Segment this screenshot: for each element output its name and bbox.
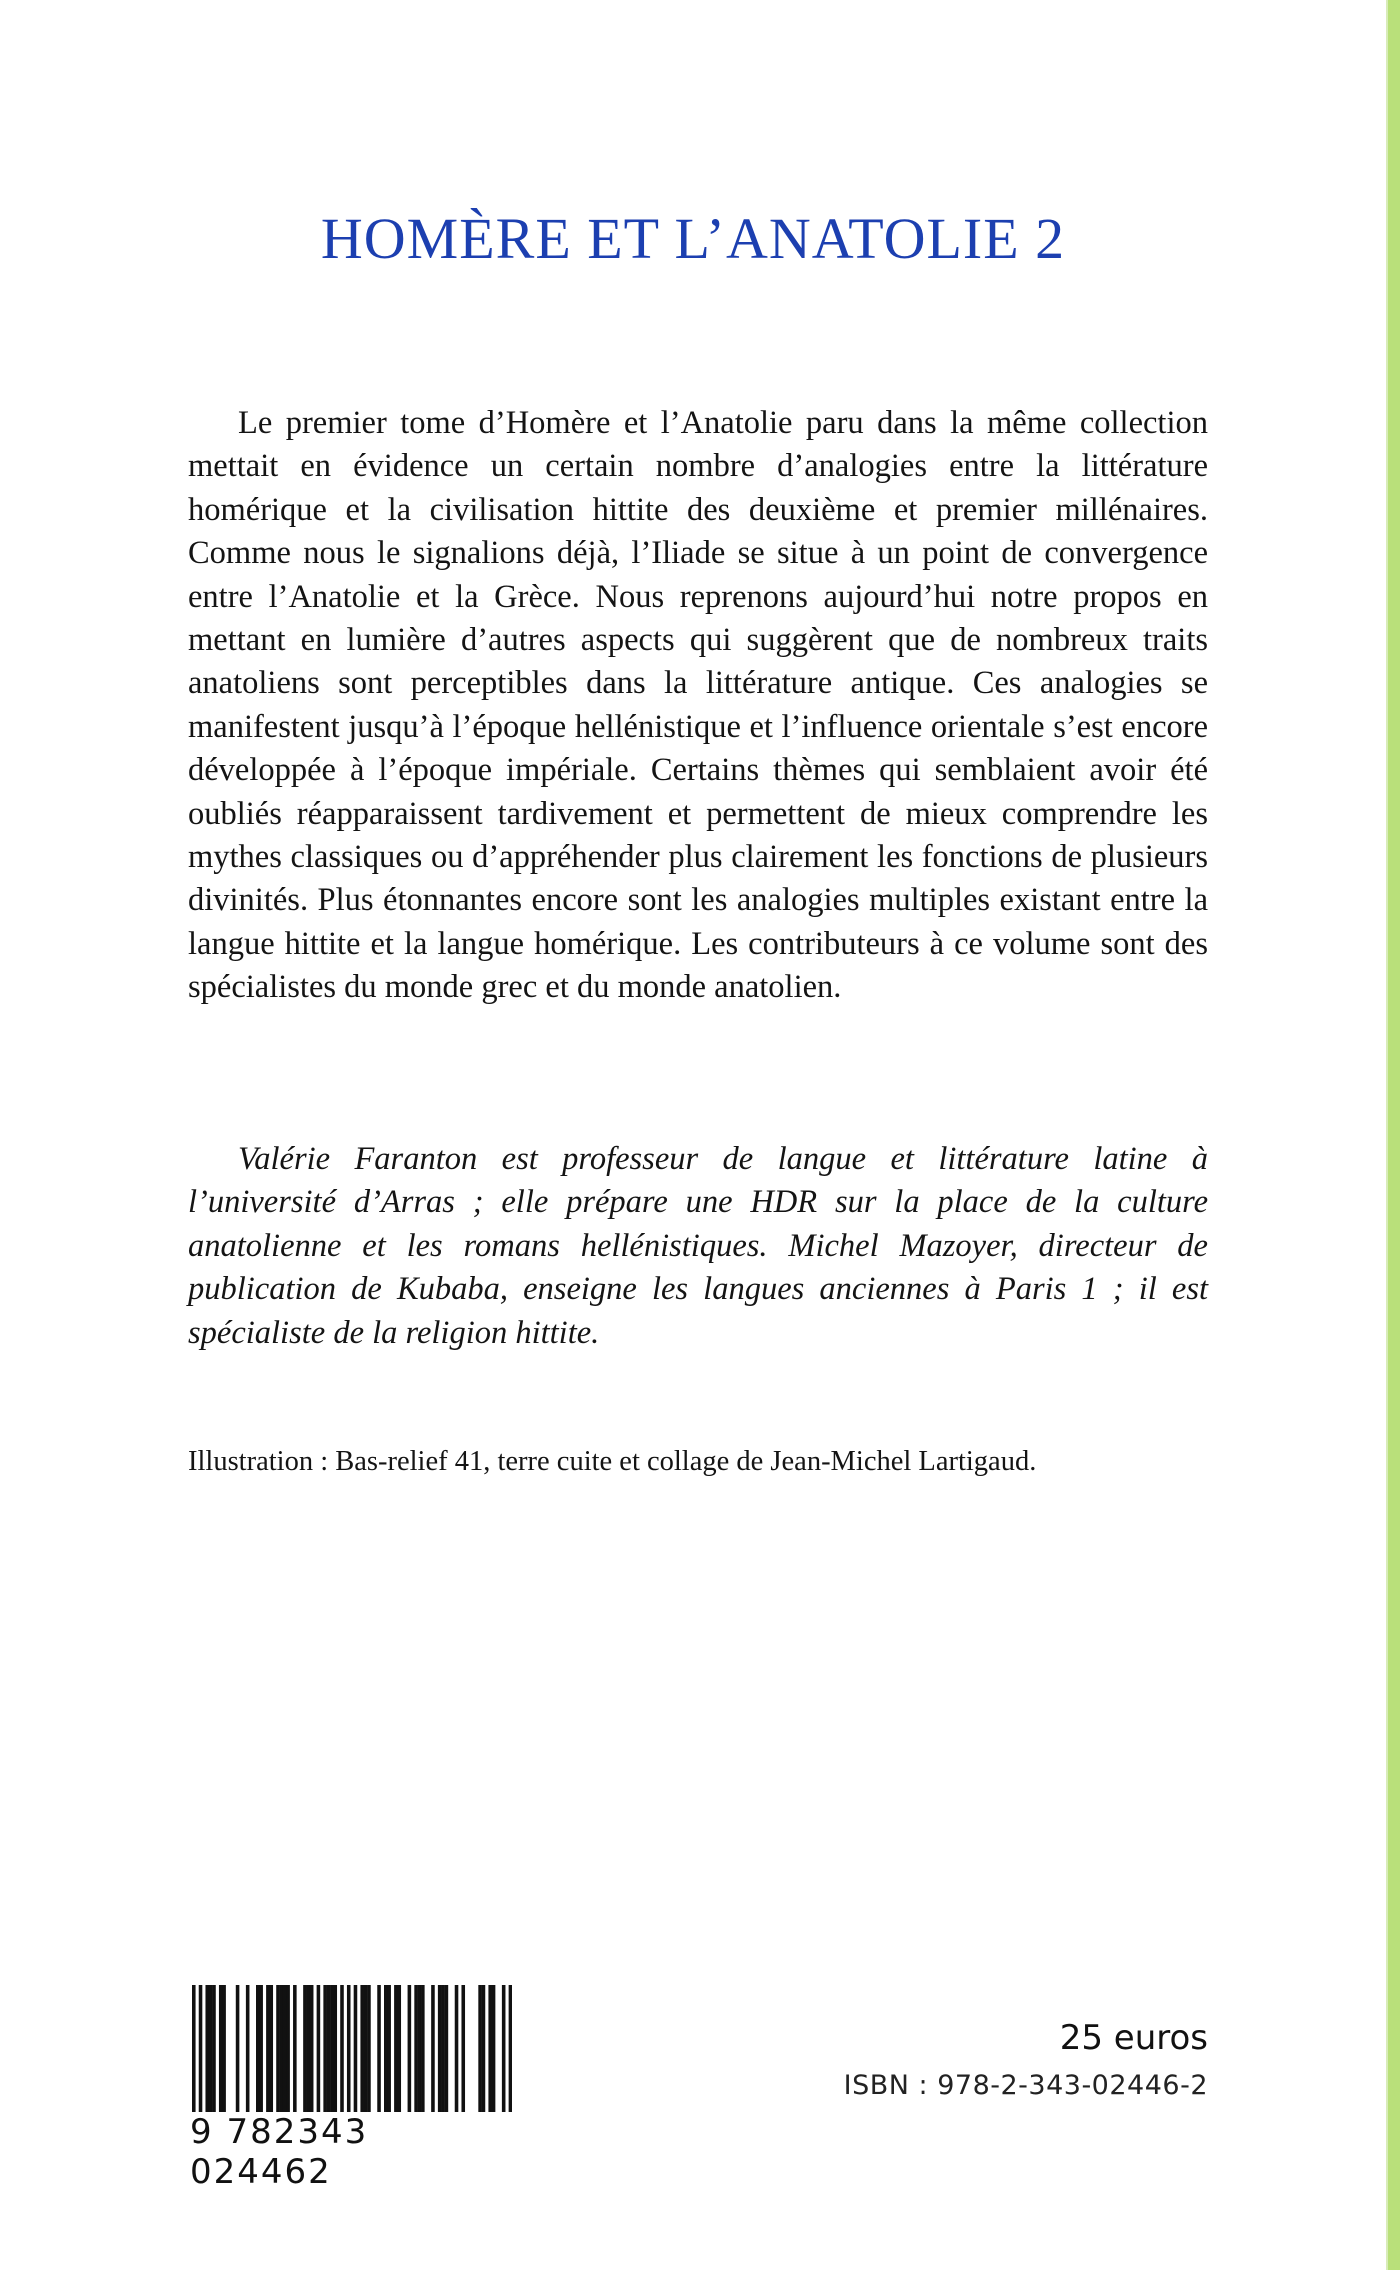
barcode-number: 9 782343 024462	[186, 2112, 520, 2192]
back-cover-summary: Le premier tome d’Homère et l’Anatolie paru dans la même collection mettait en évidence un certain nombre d’analogies entre la littérature homérique et la civilisation hittite des deuxième et premier millénaires. Comme nous le signalions déjà, l’Iliade se situe à un point de convergence entre l’Anatolie et la Grèce. Nous reprenons aujourd’hui notre propos en mettant en lumière d’autres aspects qui suggèrent que de nombreux traits anatoliens sont perceptibles dans la littérature antique. Ces analogies se manifestent jusqu’à l’époque hellénistique et l’influence orientale s’est encore développée à l’époque impériale. Certains thèmes qui semblaient avoir été oubliés réapparaissent tardivement et permettent de mieux comprendre les mythes classiques ou d’appréhender plus clairement les fonctions de plusieurs divinités. Plus étonnantes encore sont les analogies multiples existant entre la langue hittite et la langue homérique. Les contributeurs à ce volume sont des spécialistes du monde grec et du monde anatolien.	[188, 405, 1208, 1006]
isbn-label: ISBN : 978-2-343-02446-2	[843, 2070, 1208, 2101]
spine-color-stripe	[1388, 0, 1400, 2270]
book-title: HOMÈRE ET L’ANATOLIE 2	[320, 206, 1066, 271]
price-label: 25 euros	[1059, 2018, 1208, 2058]
illustration-credit: Illustration : Bas-relief 41, terre cuite et collage de Jean-Michel Lartigaud.	[188, 1446, 1037, 1477]
authors-biography: Valérie Faranton est professeur de langue et littérature latine à l’université d’Arras ; elle prépare une HDR sur la place de la culture anatolienne et les romans hellénistiques. Michel Mazoyer, directeur de publication de Kubaba, enseigne les langues anciennes à Paris 1 ; il est spécialiste de la religion hittite.	[188, 1141, 1208, 1351]
